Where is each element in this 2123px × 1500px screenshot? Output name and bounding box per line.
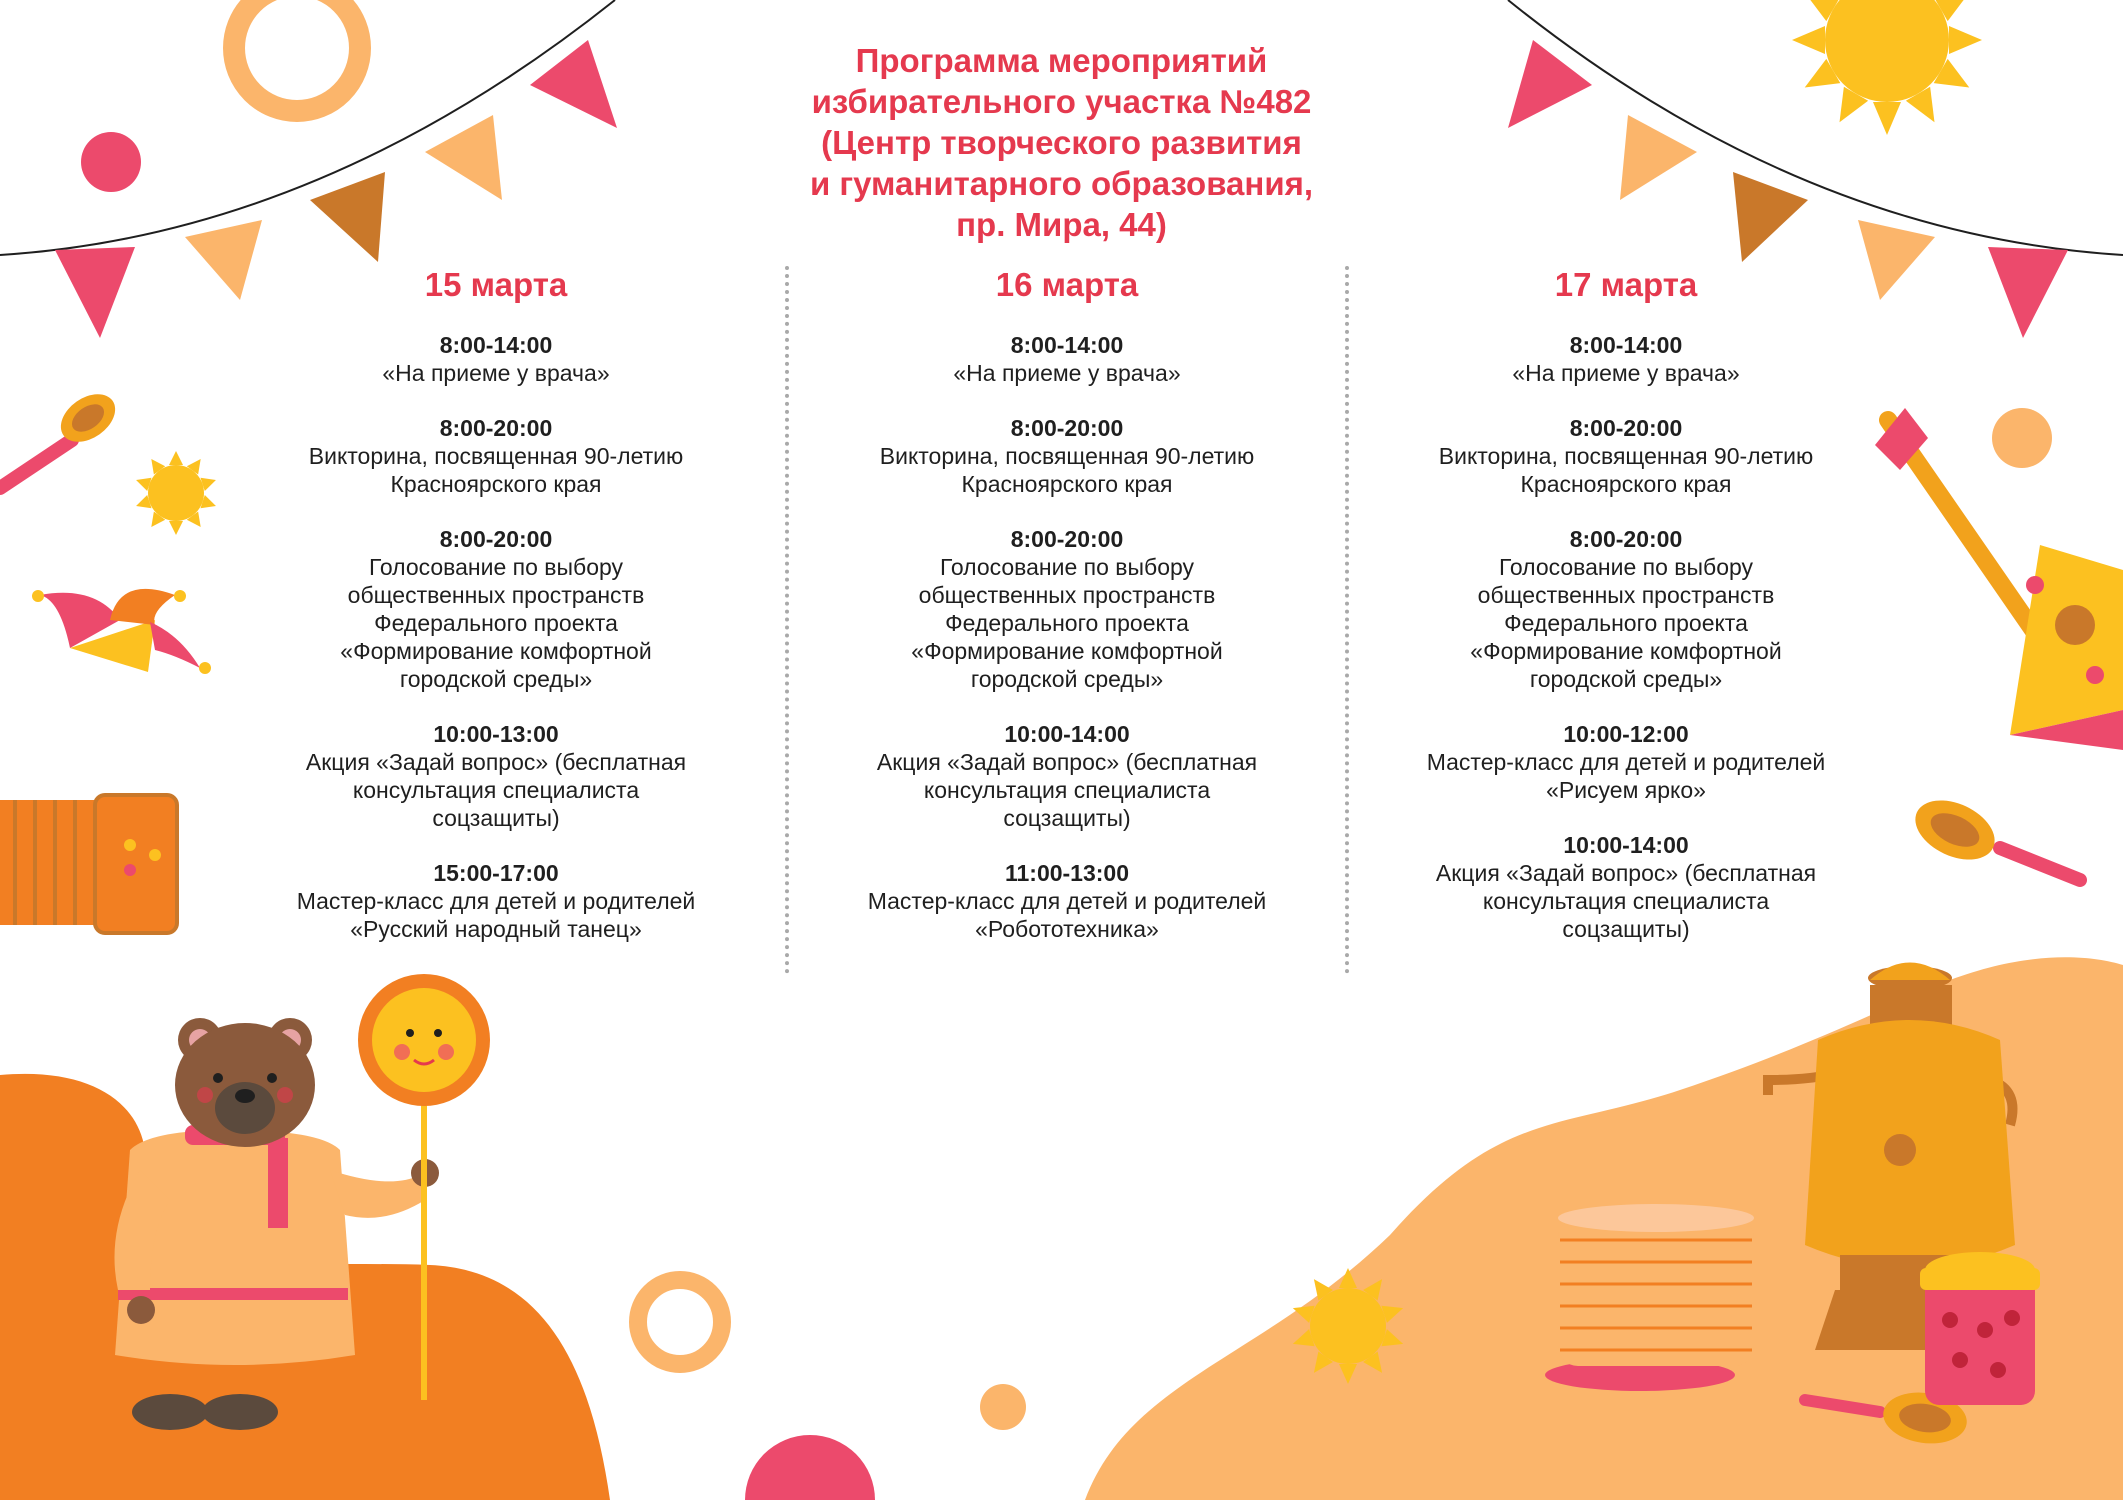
event-time: 8:00-20:00: [1010, 415, 1124, 441]
title-line: избирательного участка №482: [811, 83, 1312, 120]
event-item: [1366, 831, 1886, 943]
event-line: Голосование по выбору: [368, 554, 624, 580]
dot-shape: [1992, 408, 2052, 468]
event-line: общественных пространств: [1477, 582, 1775, 608]
event-time: 8:00-14:00: [1569, 332, 1683, 358]
jester-hat-icon: [32, 589, 211, 674]
wooden-spoon-icon: [1906, 789, 2080, 880]
accordion-icon: [0, 795, 177, 933]
event-line: «Рисуем ярко»: [1546, 777, 1706, 803]
sun-icon: [1792, 0, 1982, 135]
dot-shape: [81, 132, 141, 192]
event-line: Викторина, посвященная 90-летию: [879, 443, 1255, 469]
event-line: общественных пространств: [918, 582, 1216, 608]
event-line: Мастер-класс для детей и родителей: [867, 888, 1267, 914]
event-time: 8:00-20:00: [1569, 526, 1683, 552]
event-item: [807, 720, 1327, 832]
event-line: Голосование по выбору: [939, 554, 1195, 580]
day-column-15-march: [236, 262, 756, 970]
event-line: соцзащиты): [432, 805, 560, 831]
event-line: городской среды»: [970, 666, 1164, 692]
event-item: [1366, 720, 1886, 804]
event-time: 8:00-20:00: [1569, 415, 1683, 441]
sun-icon: [134, 451, 218, 535]
dot-shape: [745, 1435, 875, 1500]
event-item: [236, 525, 756, 693]
day-column-17-march: [1366, 262, 1886, 970]
event-time: 10:00-14:00: [1563, 832, 1689, 858]
event-time: 8:00-20:00: [439, 526, 553, 552]
event-item: [807, 414, 1327, 498]
event-item: [1366, 331, 1886, 387]
event-line: городской среды»: [1529, 666, 1723, 692]
event-line: городской среды»: [399, 666, 593, 692]
event-item: [1366, 525, 1886, 693]
event-time: 10:00-12:00: [1563, 721, 1689, 747]
event-item: [807, 859, 1327, 943]
event-line: «На приеме у врача»: [1512, 360, 1740, 386]
event-line: «Формирование комфортной: [340, 638, 652, 664]
pancake-stack-icon: [1545, 1204, 1754, 1391]
event-item: [236, 414, 756, 498]
event-line: консультация специалиста: [352, 777, 640, 803]
title-line: и гуманитарного образования,: [809, 165, 1314, 202]
event-line: консультация специалиста: [923, 777, 1211, 803]
event-item: [236, 859, 756, 943]
event-line: Красноярского края: [390, 471, 602, 497]
day-date: 15 марта: [424, 266, 568, 303]
event-line: «Формирование комфортной: [1470, 638, 1782, 664]
balalaika-icon: [1875, 408, 2123, 750]
event-line: «Формирование комфортной: [911, 638, 1223, 664]
event-line: «Робототехника»: [975, 916, 1159, 942]
event-time: 15:00-17:00: [433, 860, 559, 886]
event-line: Красноярского края: [1520, 471, 1732, 497]
event-line: соцзащиты): [1003, 805, 1131, 831]
event-item: [807, 331, 1327, 387]
event-item: [236, 331, 756, 387]
event-time: 8:00-14:00: [1010, 332, 1124, 358]
event-line: Федерального проекта: [945, 610, 1189, 636]
ring-shape: [234, 0, 360, 111]
event-time: 8:00-20:00: [1010, 526, 1124, 552]
event-line: Акция «Задай вопрос» (бесплатная: [876, 749, 1258, 775]
event-line: Викторина, посвященная 90-летию: [308, 443, 684, 469]
event-time: 11:00-13:00: [1004, 860, 1130, 886]
event-time: 10:00-14:00: [1004, 721, 1130, 747]
program-title: [700, 40, 1423, 245]
bunting-string: [0, 0, 615, 255]
event-line: Акция «Задай вопрос» (бесплатная: [1435, 860, 1817, 886]
event-line: «На приеме у врача»: [382, 360, 610, 386]
column-separator: [1345, 266, 1349, 974]
day-column-16-march: [807, 262, 1327, 970]
event-line: Мастер-класс для детей и родителей: [1426, 749, 1826, 775]
event-line: Викторина, посвященная 90-летию: [1438, 443, 1814, 469]
event-time: 8:00-14:00: [439, 332, 553, 358]
dot-shape: [980, 1384, 1026, 1430]
event-item: [807, 525, 1327, 693]
day-date: 16 марта: [995, 266, 1139, 303]
event-line: Мастер-класс для детей и родителей: [296, 888, 696, 914]
day-date: 17 марта: [1554, 266, 1698, 303]
title-line: Программа мероприятий: [855, 42, 1268, 79]
event-line: соцзащиты): [1562, 916, 1690, 942]
event-line: общественных пространств: [347, 582, 645, 608]
event-line: консультация специалиста: [1482, 888, 1770, 914]
wooden-spoon-icon: [0, 384, 124, 488]
ring-shape: [638, 1280, 722, 1364]
column-separator: [785, 266, 789, 974]
event-line: Красноярского края: [961, 471, 1173, 497]
event-item: [236, 720, 756, 832]
event-time: 10:00-13:00: [433, 721, 559, 747]
jam-jar-icon: [1920, 1252, 2040, 1405]
event-line: Федерального проекта: [374, 610, 618, 636]
event-line: Голосование по выбору: [1498, 554, 1754, 580]
event-line: «На приеме у врача»: [953, 360, 1181, 386]
title-line: пр. Мира, 44): [956, 206, 1167, 243]
event-line: Акция «Задай вопрос» (бесплатная: [305, 749, 687, 775]
event-item: [1366, 414, 1886, 498]
event-line: «Русский народный танец»: [350, 916, 642, 942]
title-line: (Центр творческого развития: [821, 124, 1302, 161]
event-time: 8:00-20:00: [439, 415, 553, 441]
event-line: Федерального проекта: [1504, 610, 1748, 636]
